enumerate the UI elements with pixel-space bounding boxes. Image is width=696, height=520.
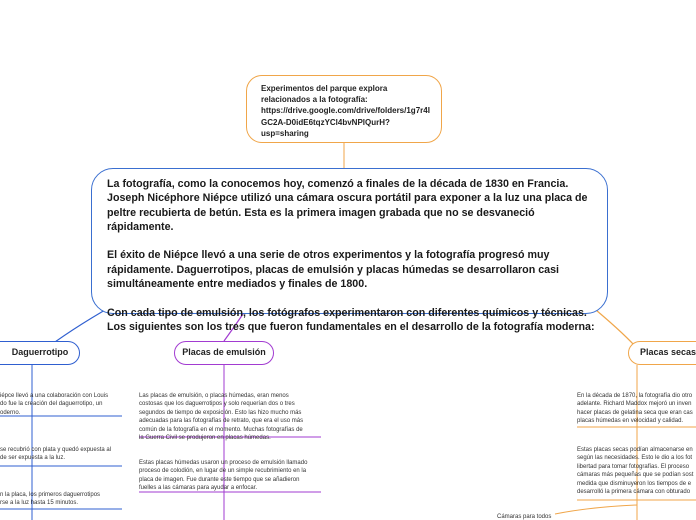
drive-link-node[interactable]: Experimentos del parque explora relacionados a la fotografía: https://drive.google.com/drive/folders/1g7r4IGC2A-D0idE6tqzYCl4bvNPlQurH?usp=sharing — [246, 75, 442, 143]
branch-placas-de-emulsion[interactable]: Placas de emulsión — [174, 341, 274, 365]
camaras-para-todos-node[interactable]: Cámaras para todos — [497, 514, 552, 520]
daguerrotipo-note-2[interactable]: se recubrió con plata y quedó expuesta al de ser expuesta a la luz. — [0, 447, 112, 462]
daguerrotipo-note-3[interactable]: n la placa, los primeros daguerrotipos rse a la luz hasta 15 minutos. — [0, 492, 101, 507]
branch-daguerrotipo[interactable]: Daguerrotipo — [0, 341, 80, 365]
secas-connector-bottom — [555, 505, 637, 514]
emulsion-note-2[interactable]: Estas placas húmedas usaron un proceso de emulsión llamado proceso de colodión, en lugar de un simple recubrimiento en la placa de imagen. Fue durante este tiempo que se añadieron fuelles a las cámaras para ayudar a enfocar. — [139, 460, 308, 492]
emulsion-note-1[interactable]: Las placas de emulsión, o placas húmedas, eran menos costosas que los daguerrotipos y solo requerían dos o tres segundos de tiempo de exposición. Esto las hizo mucho más adecuadas para las fotografías de retrato, que era el uso más común de la fotografía en el momento. Muchas fotografías de la Guerra Civil se produjeron en placas húmedas. — [139, 393, 304, 442]
branch-placas-secas[interactable]: Placas secas — [628, 341, 696, 365]
secas-note-2[interactable]: Estas placas secas podían almacenarse en según las necesidades. Esto le dio a los fot libertad para tomar fotografías. El proceso cámaras más pequeñas que se podían sost medida que disminuyeron los tiempos de e desarrolló la primera cámara con obturado — [577, 447, 694, 496]
secas-note-1[interactable]: En la década de 1870, la fotografía dio otro adelante. Richard Maddox mejoró un inven hacer placas de gelatina seca que eran cas placas húmedas en velocidad y calidad. — [577, 393, 693, 425]
main-topic-node[interactable]: La fotografía, como la conocemos hoy, comenzó a finales de la década de 1830 en Francia. Joseph Nicéphore Niépce utilizó una cámara oscura portátil para exponer a la luz una placa de peltre recubierta de betún. Esta es la primera imagen grabada que no se desvaneció rápidamente. El éxito de Niépce llevó a una serie de otros experimentos y la fotografía progresó muy rápidamente. Daguerrotipos, placas de emulsión y placas húmedas se desarrollaron casi simultáneamente entre mediados y finales de 1800. Con cada tipo de emulsión, los fotógrafos experimentaron con diferentes químicos y técnicas. Los siguientes son los tres que fueron fundamentales en el desarrollo de la fotografía moderna: — [91, 168, 608, 314]
daguerrotipo-note-1[interactable]: iépce llevó a una colaboración con Louis do fue la creación del daguerrotipo, un oderno. — [0, 393, 109, 416]
